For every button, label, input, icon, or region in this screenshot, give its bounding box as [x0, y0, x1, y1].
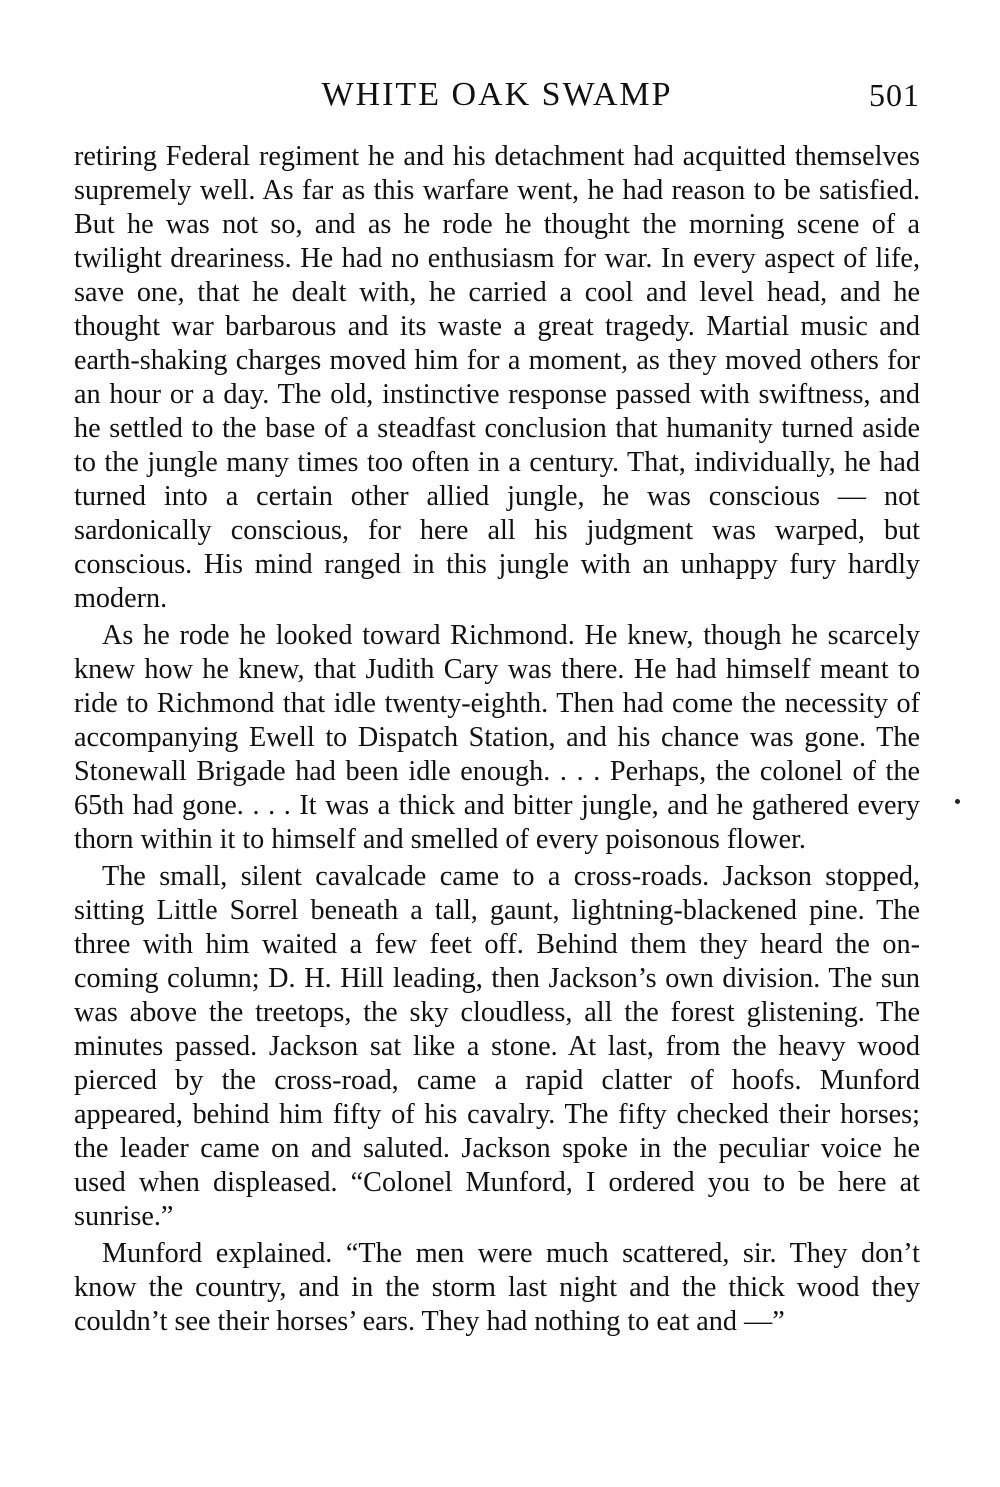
- body-text: [74, 140, 920, 1342]
- paragraph-cross-roads: The small, silent cavalcade came to a cross-roads. Jackson stopped, sitting Little Sorrel beneath a tall, gaunt, lightning-blackened pine. The three with him waited a few feet off. Behind them they heard the on-coming column; D. H. Hill leading, then Jackson’s own division. The sun was above the treetops, the sky cloudless, all the forest glistening. The minutes passed. Jackson sat like a stone. At last, from the heavy wood pierced by the cross-road, came a rapid clatter of hoofs. Munford appeared, behind him fifty of his cavalry. The fifty checked their horses; the leader came on and saluted. Jackson spoke in the peculiar voice he used when displeased. “Colonel Munford, I ordered you to be here at sunrise.”: [74, 861, 920, 1232]
- page-number: 501: [869, 77, 920, 113]
- paragraph-munford: Munford explained. “The men were much scattered, sir. They don’t know the country, and in the storm last night and the thick wood they couldn’t see their horses’ ears. They had nothing to eat and —”: [74, 1238, 920, 1337]
- margin-dot: [955, 799, 960, 804]
- running-title: WHITE OAK SWAMP: [321, 76, 673, 113]
- paragraph-continued: retiring Federal regiment he and his detachment had acquitted themselves supremely well. As far as this warfare went, he had reason to be satisfied. But he was not so, and as he rode he thought the morning scene of a twilight dreariness. He had no enthusiasm for war. In every aspect of life, save one, that he dealt with, he carried a cool and level head, and he thought war barbarous and its waste a great tragedy. Martial music and earth-shaking charges moved him for a moment, as they moved others for an hour or a day. The old, instinctive response passed with swiftness, and he settled to the base of a steadfast conclusion that humanity turned aside to the jungle many times too often in a century. That, individually, he had turned into a certain other allied jungle, he was conscious — not sardonically conscious, for here all his judgment was warped, but conscious. His mind ranged in this jungle with an unhappy fury hardly modern.: [74, 141, 920, 614]
- paragraph-richmond: As he rode he looked toward Richmond. He knew, though he scarcely knew how he knew, that Judith Cary was there. He had himself meant to ride to Richmond that idle twenty-eighth. Then had come the necessity of accompanying Ewell to Dispatch Station, and his chance was gone. The Stonewall Brigade had been idle enough. . . . Perhaps, the colonel of the 65th had gone. . . . It was a thick and bitter jungle, and he gathered every thorn within it to himself and smelled of every poisonous flower.: [74, 620, 920, 855]
- running-head: [74, 72, 920, 118]
